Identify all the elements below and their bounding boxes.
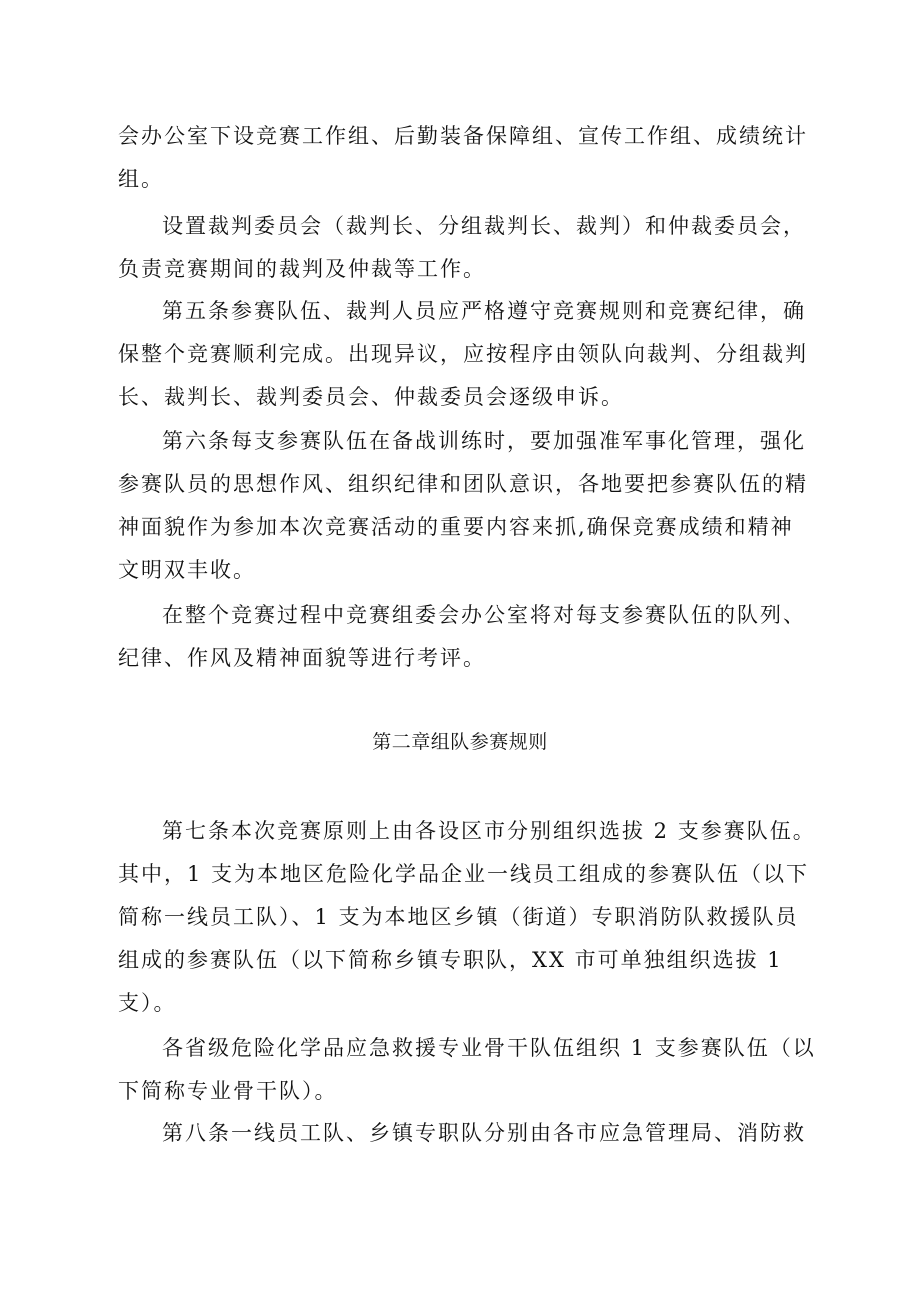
text-line: 下简称专业骨干队）。 [118, 1079, 338, 1103]
text-line: 其中，1 支为本地区危险化学品企业一线员工组成的参赛队伍（以下 [118, 862, 810, 886]
text-line: 组成的参赛队伍（以下简称乡镇专职队，XX 市可单独组织选拔 1 [118, 948, 783, 972]
text-line: 支）。 [118, 991, 177, 1015]
text-line: 在整个竞赛过程中竞赛组委会办公室将对每支参赛队伍的队列、 [162, 603, 806, 627]
paragraph-provincial-team [118, 1027, 816, 1113]
text-line: 简称一线员工队）、1 支为本地区乡镇（街道）专职消防队救援队员 [118, 905, 799, 929]
paragraph-article-6 [118, 420, 808, 592]
text-line: 第六条每支参赛队伍在备战训练时，要加强准军事化管理，强化 [162, 429, 806, 453]
paragraph-evaluation [118, 594, 808, 680]
text-line: 第八条一线员工队、乡镇专职队分别由各市应急管理局、消防救 [162, 1121, 806, 1145]
chapter-heading: 第二章组队参赛规则 [372, 731, 548, 753]
paragraph-referee-committee [118, 205, 808, 291]
text-line: 保整个竞赛顺利完成。出现异议，应按程序由领队向裁判、分组裁判 [118, 342, 808, 366]
text-line: 负责竞赛期间的裁判及仲裁等工作。 [118, 257, 486, 281]
text-line: 组。 [118, 167, 164, 191]
paragraph-office-groups [118, 115, 808, 201]
text-line: 会办公室下设竞赛工作组、后勤装备保障组、宣传工作组、成绩统计 [118, 124, 808, 148]
text-line: 各省级危险化学品应急救援专业骨干队伍组织 1 支参赛队伍（以 [162, 1036, 816, 1060]
text-line: 神面貌作为参加本次竞赛活动的重要内容来抓,确保竞赛成绩和精神 [118, 515, 794, 539]
text-line: 纪律、作风及精神面貌等进行考评。 [118, 646, 486, 670]
text-line: 文明双丰收。 [118, 558, 256, 582]
paragraph-article-8 [118, 1112, 808, 1155]
text-line: 第七条本次竞赛原则上由各设区市分别组织选拔 2 支参赛队伍。 [162, 819, 816, 843]
text-line: 参赛队员的思想作风、组织纪律和团队意识，各地要把参赛队伍的精 [118, 472, 808, 496]
text-line: 设置裁判委员会（裁判长、分组裁判长、裁判）和仲裁委员会， [162, 214, 806, 238]
text-line: 长、裁判长、裁判委员会、仲裁委员会逐级申诉。 [118, 385, 624, 409]
paragraph-article-5 [118, 290, 808, 419]
text-line: 第五条参赛队伍、裁判人员应严格遵守竞赛规则和竞赛纪律，确 [162, 299, 806, 323]
paragraph-article-7 [118, 810, 816, 1025]
